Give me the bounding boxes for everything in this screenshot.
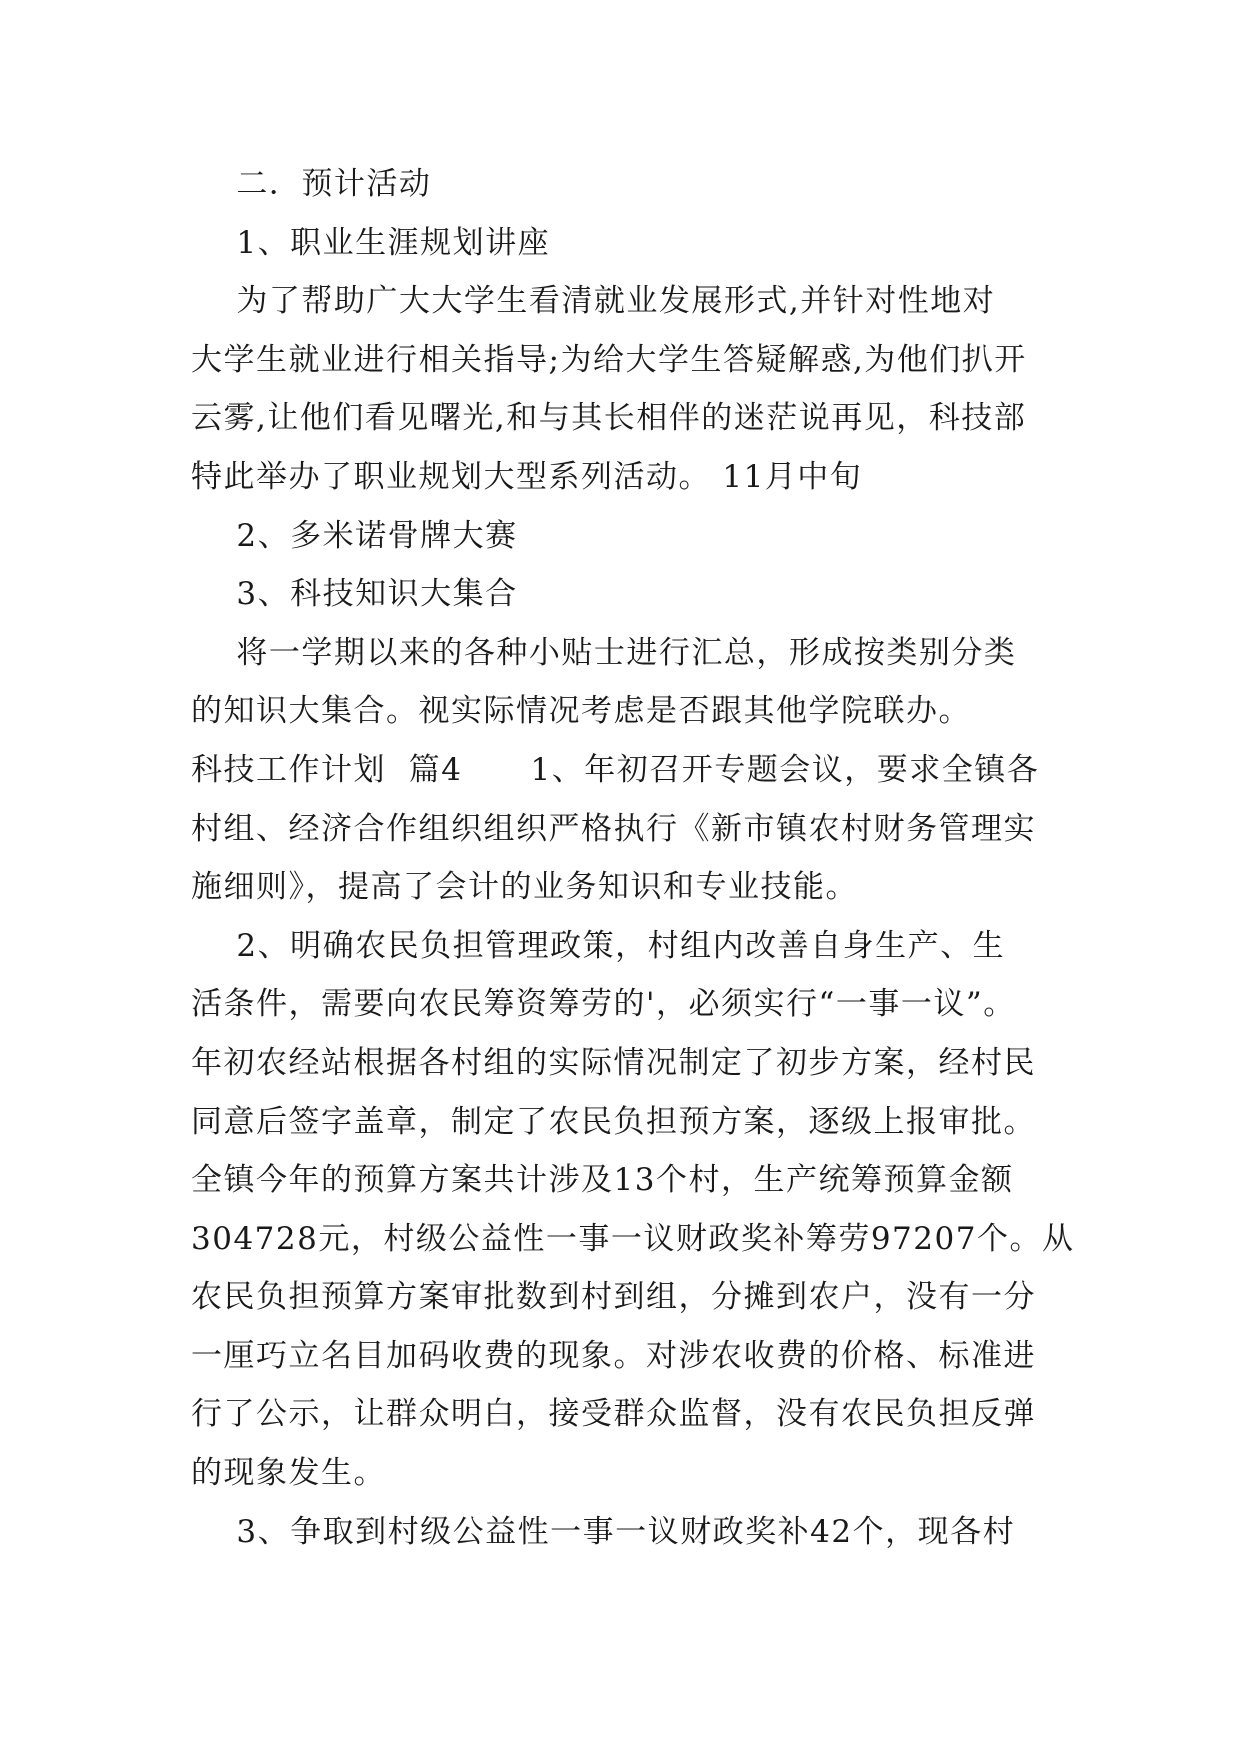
paragraph-line: 行了公示，让群众明白，接受群众监督，没有农民负担反弹 — [191, 1396, 1036, 1433]
item-domino-contest: 2、多米诺骨牌大赛 — [191, 517, 518, 554]
paragraph-line: 农民负担预算方案审批数到村到组，分摊到农户，没有一分 — [191, 1279, 1036, 1316]
paragraph-line: 年初农经站根据各村组的实际情况制定了初步方案，经村民 — [191, 1044, 1036, 1081]
paragraph-line: 的知识大集合。视实际情况考虑是否跟其他学院联办。 — [191, 693, 971, 730]
item-career-lecture: 1、职业生涯规划讲座 — [191, 224, 551, 261]
paragraph-line: 的现象发生。 — [191, 1455, 386, 1492]
paragraph-line: 施细则》，提高了会计的业务知识和专业技能。 — [191, 869, 858, 906]
paragraph-line: 村组、经济合作组织组织严格执行《新市镇农村财务管理实 — [191, 810, 1036, 847]
paragraph-line: 大学生就业进行相关指导;为给大学生答疑解惑,为他们扒开 — [191, 341, 1027, 378]
paragraph-line: 2、明确农民负担管理政策，村组内改善自身生产、生 — [191, 927, 1006, 964]
document-body — [191, 155, 1075, 1561]
paragraph-line: 为了帮助广大大学生看清就业发展形式,并针对性地对 — [191, 283, 996, 320]
paragraph-line: 304728元，村级公益性一事一议财政奖补筹劳97207个。从 — [191, 1220, 1075, 1257]
paragraph-line: 一厘巧立名目加码收费的现象。对涉农收费的价格、标准进 — [191, 1337, 1036, 1374]
heading-planned-activities: 二．预计活动 — [191, 166, 432, 202]
paragraph-line: 活条件，需要向农民筹资筹劳的'，必须实行“一事一议”。 — [191, 986, 1016, 1023]
item-knowledge-collection: 3、科技知识大集合 — [191, 576, 518, 613]
paragraph-line: 3、争取到村级公益性一事一议财政奖补42个，现各村 — [191, 1513, 1016, 1550]
paragraph-line: 云雾,让他们看见曙光,和与其长相伴的迷茫说再见，科技部 — [191, 400, 1027, 437]
paragraph-line: 特此举办了职业规划大型系列活动。 11月中旬 — [191, 458, 863, 495]
paragraph-line: 全镇今年的预算方案共计涉及13个村，生产统筹预算金额 — [191, 1162, 1014, 1199]
paragraph-line: 将一学期以来的各种小贴士进行汇总，形成按类别分类 — [191, 634, 1017, 671]
paragraph-line: 同意后签字盖章，制定了农民负担预方案，逐级上报审批。 — [191, 1103, 1036, 1140]
section-heading-plan-4: 科技工作计划 篇4 1、年初召开专题会议，要求全镇各 — [191, 751, 1040, 788]
